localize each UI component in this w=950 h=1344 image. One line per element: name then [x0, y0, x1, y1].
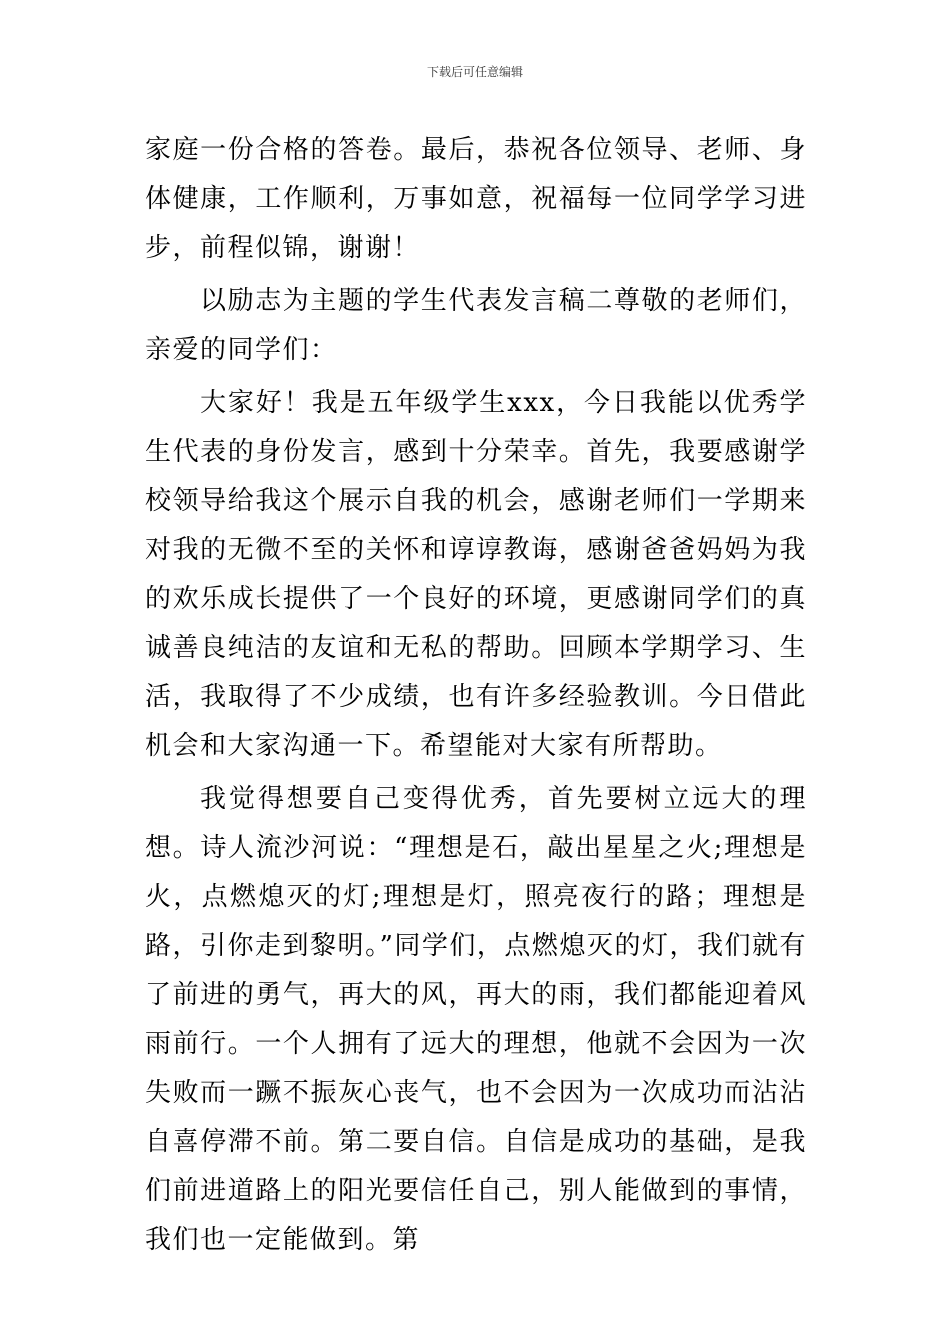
- paragraph-3: 大家好！我是五年级学生xxx，今日我能以优秀学生代表的身份发言，感到十分荣幸。首先，我要感谢学校领导给我这个展示自我的机会，感谢老师们一学期来对我的无微不至的关怀和谆谆教诲，感谢爸爸妈妈为我的欢乐成长提供了一个良好的环境，更感谢同学们的真诚善良纯洁的友谊和无私的帮助。回顾本学期学习、生活，我取得了不少成绩，也有许多经验教训。今日借此机会和大家沟通一下。希望能对大家有所帮助。: [145, 388, 807, 761]
- paragraph-4: 我觉得想要自己变得优秀，首先要树立远大的理想。诗人流沙河说：“理想是石，敲出星星之火;理想是火，点燃熄灭的灯;理想是灯，照亮夜行的路；理想是路，引你走到黎明。”同学们，点燃熄灭的灯，我们就有了前进的勇气，再大的风，再大的雨，我们都能迎着风雨前行。一个人拥有了远大的理想，他就不会因为一次失败而一蹶不振灰心丧气，也不会因为一次成功而沾沾自喜停滞不前。第二要自信。自信是成功的基础，是我们前进道路上的阳光要信任自己，别人能做到的事情，我们也一定能做到。第: [145, 784, 807, 1255]
- paragraph-2: 以励志为主题的学生代表发言稿二尊敬的老师们，亲爱的同学们：: [145, 286, 807, 365]
- document-body: [145, 126, 807, 1265]
- page-header: 下载后可任意编辑: [426, 65, 523, 79]
- paragraph-1: 家庭一份合格的答卷。最后，恭祝各位领导、老师、身体健康，工作顺利，万事如意，祝福每一位同学学习进步，前程似锦，谢谢！: [145, 135, 807, 263]
